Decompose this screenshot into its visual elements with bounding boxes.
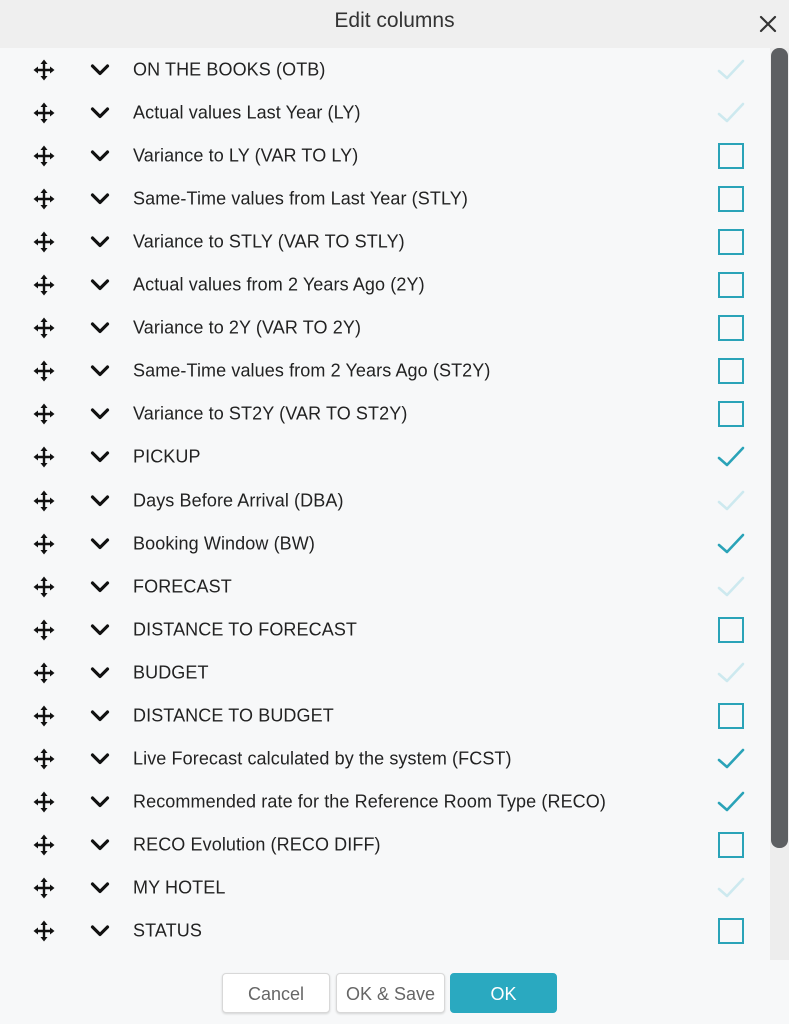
column-label: Variance to 2Y (VAR TO 2Y) bbox=[133, 317, 362, 338]
chevron-down-icon[interactable] bbox=[90, 665, 110, 681]
chevron-down-icon[interactable] bbox=[90, 794, 110, 810]
column-row bbox=[0, 135, 770, 178]
move-icon[interactable] bbox=[33, 490, 55, 512]
column-checkbox-checked[interactable] bbox=[717, 443, 745, 471]
chevron-down-icon[interactable] bbox=[90, 363, 110, 379]
column-row bbox=[0, 694, 770, 737]
column-checkbox-unchecked[interactable] bbox=[717, 271, 745, 299]
column-row bbox=[0, 910, 770, 953]
column-label: Variance to ST2Y (VAR TO ST2Y) bbox=[133, 403, 408, 424]
column-row bbox=[0, 307, 770, 350]
column-checkbox-unchecked[interactable] bbox=[717, 357, 745, 385]
chevron-down-icon[interactable] bbox=[90, 708, 110, 724]
chevron-down-icon[interactable] bbox=[90, 191, 110, 207]
column-label: PICKUP bbox=[133, 446, 201, 467]
column-row bbox=[0, 178, 770, 221]
close-icon[interactable] bbox=[756, 12, 780, 36]
chevron-down-icon[interactable] bbox=[90, 105, 110, 121]
chevron-down-icon[interactable] bbox=[90, 320, 110, 336]
column-label: Live Forecast calculated by the system (FCST) bbox=[133, 748, 512, 769]
column-row bbox=[0, 264, 770, 307]
column-row bbox=[0, 522, 770, 565]
column-row bbox=[0, 436, 770, 479]
chevron-down-icon[interactable] bbox=[90, 622, 110, 638]
move-icon[interactable] bbox=[33, 619, 55, 641]
move-icon[interactable] bbox=[33, 576, 55, 598]
column-row bbox=[0, 651, 770, 694]
column-label: Same-Time values from Last Year (STLY) bbox=[133, 188, 468, 209]
column-checkbox-unchecked[interactable] bbox=[717, 400, 745, 428]
column-row bbox=[0, 479, 770, 522]
chevron-down-icon[interactable] bbox=[90, 493, 110, 509]
column-label: ON THE BOOKS (OTB) bbox=[133, 59, 326, 80]
column-label: Actual values Last Year (LY) bbox=[133, 102, 361, 123]
ok-save-button[interactable]: OK & Save bbox=[336, 973, 445, 1013]
column-checkbox-locked[interactable] bbox=[717, 487, 745, 515]
column-checkbox-unchecked[interactable] bbox=[717, 142, 745, 170]
chevron-down-icon[interactable] bbox=[90, 62, 110, 78]
move-icon[interactable] bbox=[33, 145, 55, 167]
column-label: Variance to STLY (VAR TO STLY) bbox=[133, 231, 405, 252]
column-row bbox=[0, 565, 770, 608]
column-checkbox-locked[interactable] bbox=[717, 659, 745, 687]
move-icon[interactable] bbox=[33, 877, 55, 899]
ok-button[interactable]: OK bbox=[450, 973, 557, 1013]
column-checkbox-checked[interactable] bbox=[717, 788, 745, 816]
dialog-header bbox=[0, 0, 789, 48]
column-row bbox=[0, 780, 770, 823]
chevron-down-icon[interactable] bbox=[90, 277, 110, 293]
column-label: Booking Window (BW) bbox=[133, 533, 315, 554]
column-row bbox=[0, 221, 770, 264]
column-checkbox-locked[interactable] bbox=[717, 56, 745, 84]
column-row bbox=[0, 866, 770, 909]
dialog-title: Edit columns bbox=[334, 9, 455, 32]
column-label: DISTANCE TO BUDGET bbox=[133, 705, 334, 726]
column-label: Variance to LY (VAR TO LY) bbox=[133, 145, 359, 166]
column-label: RECO Evolution (RECO DIFF) bbox=[133, 834, 381, 855]
column-label: Same-Time values from 2 Years Ago (ST2Y) bbox=[133, 360, 491, 381]
column-label: BUDGET bbox=[133, 662, 209, 683]
chevron-down-icon[interactable] bbox=[90, 837, 110, 853]
scrollbar[interactable] bbox=[770, 48, 789, 960]
column-label: MY HOTEL bbox=[133, 877, 226, 898]
move-icon[interactable] bbox=[33, 274, 55, 296]
column-checkbox-unchecked[interactable] bbox=[717, 228, 745, 256]
column-row bbox=[0, 92, 770, 135]
move-icon[interactable] bbox=[33, 360, 55, 382]
chevron-down-icon[interactable] bbox=[90, 751, 110, 767]
move-icon[interactable] bbox=[33, 748, 55, 770]
move-icon[interactable] bbox=[33, 59, 55, 81]
column-checkbox-checked[interactable] bbox=[717, 745, 745, 773]
move-icon[interactable] bbox=[33, 188, 55, 210]
chevron-down-icon[interactable] bbox=[90, 234, 110, 250]
move-icon[interactable] bbox=[33, 533, 55, 555]
column-label: DISTANCE TO FORECAST bbox=[133, 619, 358, 640]
column-checkbox-unchecked[interactable] bbox=[717, 831, 745, 859]
column-row bbox=[0, 823, 770, 866]
move-icon[interactable] bbox=[33, 317, 55, 339]
move-icon[interactable] bbox=[33, 403, 55, 425]
column-checkbox-unchecked[interactable] bbox=[717, 314, 745, 342]
column-row bbox=[0, 393, 770, 436]
column-row bbox=[0, 608, 770, 651]
chevron-down-icon[interactable] bbox=[90, 148, 110, 164]
column-checkbox-locked[interactable] bbox=[717, 874, 745, 902]
move-icon[interactable] bbox=[33, 834, 55, 856]
cancel-button[interactable]: Cancel bbox=[222, 973, 330, 1013]
column-label: STATUS bbox=[133, 920, 202, 941]
move-icon[interactable] bbox=[33, 705, 55, 727]
column-checkbox-unchecked[interactable] bbox=[717, 616, 745, 644]
column-checkbox-locked[interactable] bbox=[717, 99, 745, 127]
scrollbar-thumb[interactable] bbox=[771, 48, 788, 848]
column-row bbox=[0, 49, 770, 92]
move-icon[interactable] bbox=[33, 231, 55, 253]
column-label: FORECAST bbox=[133, 576, 232, 597]
chevron-down-icon[interactable] bbox=[90, 406, 110, 422]
move-icon[interactable] bbox=[33, 446, 55, 468]
chevron-down-icon[interactable] bbox=[90, 536, 110, 552]
column-label: Recommended rate for the Reference Room Type (RECO) bbox=[133, 791, 606, 812]
column-checkbox-unchecked[interactable] bbox=[717, 185, 745, 213]
chevron-down-icon[interactable] bbox=[90, 880, 110, 896]
column-row bbox=[0, 737, 770, 780]
column-checkbox-locked[interactable] bbox=[717, 573, 745, 601]
move-icon[interactable] bbox=[33, 662, 55, 684]
move-icon[interactable] bbox=[33, 102, 55, 124]
chevron-down-icon[interactable] bbox=[90, 579, 110, 595]
column-row bbox=[0, 350, 770, 393]
column-list bbox=[0, 48, 770, 960]
move-icon[interactable] bbox=[33, 791, 55, 813]
column-checkbox-checked[interactable] bbox=[717, 530, 745, 558]
column-label: Days Before Arrival (DBA) bbox=[133, 490, 344, 510]
column-checkbox-unchecked[interactable] bbox=[717, 702, 745, 730]
move-icon[interactable] bbox=[33, 920, 55, 942]
dialog-footer bbox=[0, 960, 789, 1024]
chevron-down-icon[interactable] bbox=[90, 923, 110, 939]
column-checkbox-unchecked[interactable] bbox=[717, 917, 745, 945]
column-label: Actual values from 2 Years Ago (2Y) bbox=[133, 274, 425, 295]
chevron-down-icon[interactable] bbox=[90, 449, 110, 465]
